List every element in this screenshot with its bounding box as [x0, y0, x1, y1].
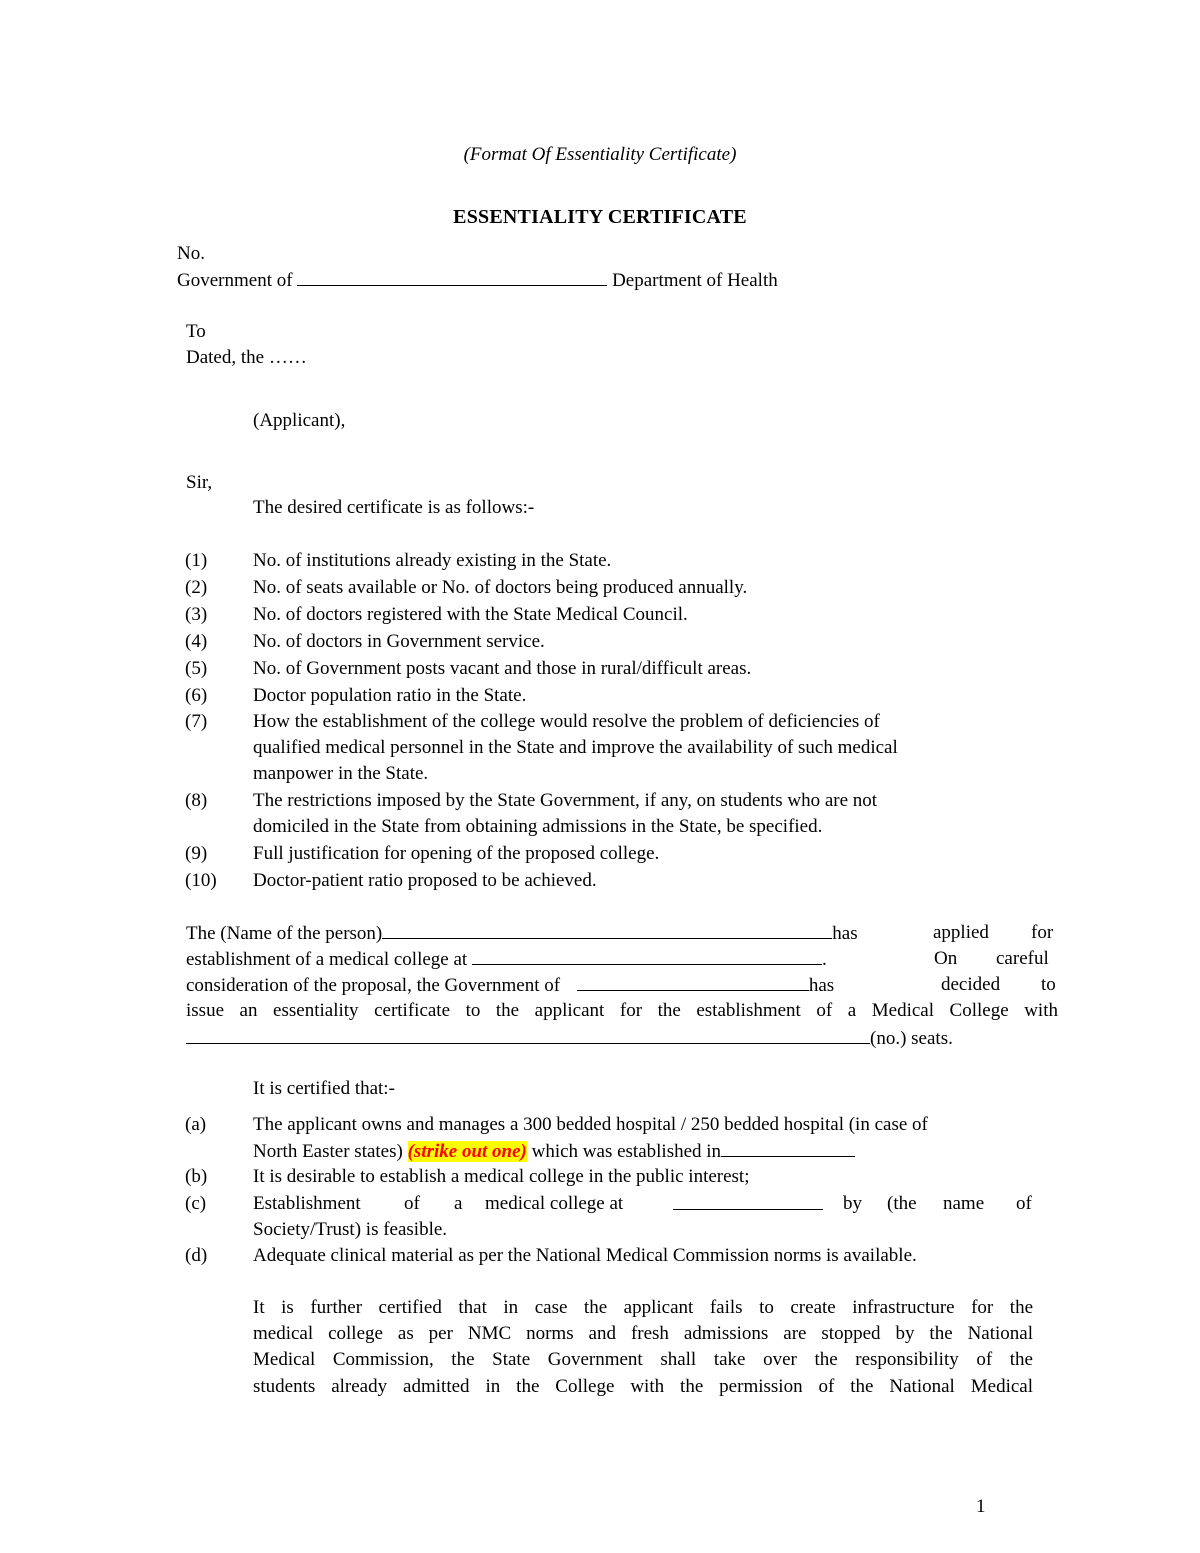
- list-item-line: domiciled in the State from obtaining admissions in the State, be specified.: [253, 816, 823, 837]
- medical-college-location-blank[interactable]: [673, 1191, 823, 1210]
- word: for: [1031, 922, 1054, 943]
- list-item-line: The restrictions imposed by the State Government, if any, on students who are not: [253, 790, 878, 811]
- intro-text: The desired certificate is as follows:-: [253, 497, 535, 518]
- person-name-blank[interactable]: [382, 920, 832, 939]
- para-line-5: [186, 1025, 953, 1053]
- applicant-label: (Applicant),: [253, 410, 346, 431]
- item-number: (7): [185, 711, 208, 732]
- location-label: establishment of a medical college at: [186, 949, 468, 970]
- word: Establishment: [253, 1193, 361, 1214]
- government-label: consideration of the proposal, the Government of: [186, 975, 561, 996]
- government-blank[interactable]: [577, 972, 809, 991]
- list-item: Full justification for opening of the proposed college.: [253, 843, 660, 864]
- certified-item-line: [253, 1191, 1033, 1218]
- certified-item-line: Society/Trust) is feasible.: [253, 1219, 448, 1240]
- word: (the: [887, 1193, 917, 1214]
- certified-item: Adequate clinical material as per the National Medical Commission norms is available.: [253, 1245, 917, 1266]
- list-item: Doctor population ratio in the State.: [253, 685, 527, 706]
- word: has: [808, 975, 835, 996]
- certified-intro: It is certified that:-: [253, 1078, 395, 1099]
- item-number: (c): [185, 1193, 207, 1214]
- seats-blank[interactable]: [186, 1025, 870, 1044]
- further-line: medical college as per NMC norms and fresh admissions are stopped by the National: [253, 1323, 1033, 1344]
- item-number: (5): [185, 658, 208, 679]
- word: On: [934, 948, 958, 969]
- word: a: [454, 1193, 463, 1214]
- word: medical college at: [485, 1193, 624, 1214]
- item-number: (d): [185, 1245, 208, 1266]
- list-item: Doctor-patient ratio proposed to be achieved.: [253, 870, 597, 891]
- list-item-line: qualified medical personnel in the State and improve the availability of such medical: [253, 737, 898, 758]
- state-blank[interactable]: [297, 267, 607, 286]
- para-line-1: [186, 920, 1058, 948]
- period: .: [821, 949, 827, 970]
- word: careful: [996, 948, 1049, 969]
- further-line: Medical Commission, the State Government shall take over the responsibility of the: [253, 1349, 1033, 1370]
- person-label: The (Name of the person): [186, 923, 383, 944]
- item-number: (8): [185, 790, 208, 811]
- item-number: (9): [185, 843, 208, 864]
- item-number: (10): [185, 870, 217, 891]
- word: applied: [933, 922, 989, 943]
- list-item: No. of seats available or No. of doctors being produced annually.: [253, 577, 748, 598]
- department-label: Department of Health: [612, 270, 778, 291]
- location-blank[interactable]: [472, 946, 822, 965]
- item-number: (1): [185, 550, 208, 571]
- item-number: (3): [185, 604, 208, 625]
- certified-item-line: [253, 1138, 855, 1166]
- government-prefix: Government of: [177, 270, 293, 291]
- certified-item: It is desirable to establish a medical college in the public interest;: [253, 1166, 750, 1187]
- list-item: No. of Government posts vacant and those in rural/difficult areas.: [253, 658, 752, 679]
- item-number: (a): [185, 1114, 207, 1135]
- further-line: students already admitted in the College with the permission of the National Medical: [253, 1376, 1033, 1397]
- word: has: [832, 923, 858, 944]
- word: of: [1016, 1193, 1032, 1214]
- word: name: [943, 1193, 985, 1214]
- number-label: No.: [177, 243, 205, 264]
- page-number: 1: [976, 1496, 986, 1517]
- further-line: It is further certified that in case the applicant fails to create infrastructure for the: [253, 1297, 1033, 1318]
- text: North Easter states): [253, 1141, 403, 1162]
- word: of: [404, 1193, 420, 1214]
- list-item-line: How the establishment of the college would resolve the problem of deficiencies of: [253, 711, 880, 732]
- text: which was established in: [531, 1141, 722, 1162]
- word: decided: [941, 974, 1001, 995]
- word: by: [843, 1193, 862, 1214]
- word: to: [1041, 974, 1056, 995]
- list-item-line: manpower in the State.: [253, 763, 429, 784]
- seats-label: (no.) seats.: [870, 1028, 953, 1049]
- item-number: (2): [185, 577, 208, 598]
- para-line-2: [186, 946, 1058, 974]
- para-line-3: [186, 972, 1058, 1000]
- list-item: No. of doctors registered with the State Medical Council.: [253, 604, 688, 625]
- item-number: (6): [185, 685, 208, 706]
- dated-label: Dated, the ……: [186, 347, 307, 368]
- item-number: (b): [185, 1166, 208, 1187]
- list-item: No. of institutions already existing in the State.: [253, 550, 612, 571]
- item-number: (4): [185, 631, 208, 652]
- format-note: (Format Of Essentiality Certificate): [463, 144, 737, 165]
- certified-item-line: The applicant owns and manages a 300 bedded hospital / 250 bedded hospital (in case of: [253, 1114, 928, 1135]
- document-title: ESSENTIALITY CERTIFICATE: [453, 206, 747, 228]
- strike-out-note: (strike out one): [407, 1141, 527, 1162]
- government-line: [177, 267, 778, 295]
- year-blank[interactable]: [721, 1138, 855, 1157]
- salutation: Sir,: [186, 472, 213, 493]
- list-item: No. of doctors in Government service.: [253, 631, 545, 652]
- to-label: To: [186, 321, 206, 342]
- para-line-4: issue an essentiality certificate to the applicant for the establishment of a Medical College with: [186, 1000, 1058, 1021]
